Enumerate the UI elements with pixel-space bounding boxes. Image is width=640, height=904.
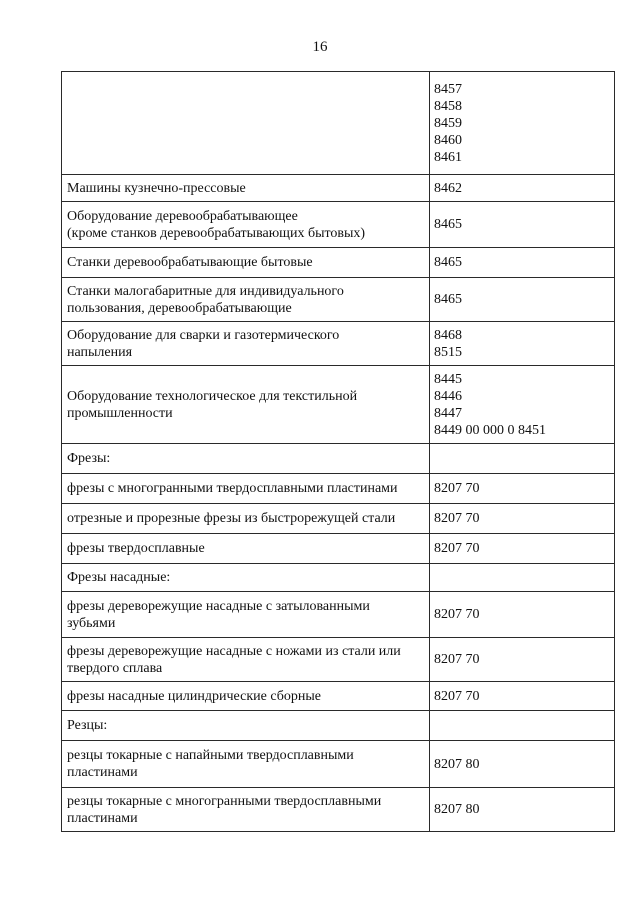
description-cell	[62, 788, 430, 832]
description-text: Оборудование технологическое для текстильной	[67, 388, 358, 404]
description-cell	[62, 175, 430, 202]
code-cell	[430, 202, 615, 248]
code-text: 8465	[434, 217, 462, 232]
table-row	[62, 564, 615, 592]
code-cell	[430, 72, 615, 175]
code-text: 8515	[434, 344, 462, 360]
code-cell	[430, 366, 615, 444]
code-text: 8457	[434, 81, 462, 97]
code-text: 8461	[434, 149, 462, 165]
description-text: пользования, деревообрабатывающие	[67, 300, 292, 316]
description-text: фрезы твердосплавные	[67, 541, 205, 556]
code-text: 8459	[434, 115, 462, 131]
code-text: 8468	[434, 327, 462, 343]
code-cell	[430, 278, 615, 322]
code-text: 8458	[434, 98, 462, 114]
code-cell	[430, 504, 615, 534]
description-text: Станки малогабаритные для индивидуального	[67, 283, 344, 299]
code-cell	[430, 682, 615, 711]
code-cell	[430, 638, 615, 682]
description-text: зубьями	[67, 615, 116, 631]
description-text: Оборудование деревообрабатывающее	[67, 208, 298, 224]
description-cell	[62, 202, 430, 248]
code-text: 8445	[434, 371, 462, 387]
code-cell	[430, 322, 615, 366]
description-text: резцы токарные с многогранными твердосплавными	[67, 793, 382, 809]
code-text: 8449 00 000 0 8451	[434, 422, 546, 438]
code-text: 8465	[434, 255, 462, 270]
table-row	[62, 72, 615, 175]
table-row	[62, 638, 615, 682]
description-text: Машины кузнечно-прессовые	[67, 180, 246, 196]
page-number: 16	[312, 39, 328, 55]
description-cell	[62, 366, 430, 444]
table-row	[62, 788, 615, 832]
description-text: пластинами	[67, 810, 138, 826]
code-cell	[430, 788, 615, 832]
code-text: 8446	[434, 388, 462, 404]
table-row	[62, 592, 615, 638]
description-text: напыления	[67, 344, 133, 360]
description-cell	[62, 711, 430, 741]
code-text: 8207 70	[434, 481, 480, 496]
table-row	[62, 248, 615, 278]
code-cell	[430, 534, 615, 564]
description-text: фрезы насадные цилиндрические сборные	[67, 688, 321, 704]
description-text: Оборудование для сварки и газотермического	[67, 327, 340, 343]
table-body	[62, 72, 615, 832]
table-row	[62, 741, 615, 788]
description-cell	[62, 444, 430, 474]
code-text: 8207 70	[434, 652, 480, 667]
table-row	[62, 682, 615, 711]
description-cell	[62, 278, 430, 322]
description-cell	[62, 564, 430, 592]
table-row	[62, 322, 615, 366]
table-row	[62, 175, 615, 202]
section-heading: Фрезы:	[67, 451, 111, 466]
table-row	[62, 504, 615, 534]
description-cell	[62, 638, 430, 682]
code-text: 8465	[434, 292, 462, 307]
code-cell	[430, 741, 615, 788]
description-cell	[62, 504, 430, 534]
table-row	[62, 278, 615, 322]
description-text: пластинами	[67, 765, 138, 780]
code-text: 8207 70	[434, 688, 480, 704]
code-text: 8447	[434, 405, 462, 421]
code-text: 8462	[434, 180, 462, 196]
description-cell	[62, 682, 430, 711]
table-row	[62, 534, 615, 564]
description-text: резцы токарные с напайными твердосплавными	[67, 748, 354, 763]
description-cell	[62, 72, 430, 175]
code-cell	[430, 592, 615, 638]
code-cell	[430, 474, 615, 504]
code-cell	[430, 248, 615, 278]
description-cell	[62, 534, 430, 564]
description-text: промышленности	[67, 405, 173, 421]
code-cell	[430, 711, 615, 741]
table-row	[62, 366, 615, 444]
description-cell	[62, 592, 430, 638]
code-text: 8207 70	[434, 511, 480, 526]
table-row	[62, 474, 615, 504]
description-text: отрезные и прорезные фрезы из быстрорежущей стали	[67, 511, 396, 526]
description-cell	[62, 741, 430, 788]
description-cell	[62, 248, 430, 278]
description-text: фрезы с многогранными твердосплавными пластинами	[67, 481, 398, 496]
description-cell	[62, 474, 430, 504]
description-text: твердого сплава	[67, 660, 163, 676]
code-text: 8207 80	[434, 802, 480, 817]
code-text: 8460	[434, 132, 462, 148]
classification-table	[61, 71, 615, 832]
code-text: 8207 70	[434, 541, 480, 556]
description-text: Станки деревообрабатывающие бытовые	[67, 255, 313, 270]
section-heading: Фрезы насадные:	[67, 570, 171, 585]
description-text: фрезы дереворежущие насадные с затылованными	[67, 598, 370, 614]
code-text: 8207 80	[434, 756, 480, 772]
section-heading: Резцы:	[67, 718, 108, 733]
code-cell	[430, 444, 615, 474]
description-text: фрезы дереворежущие насадные с ножами из стали или	[67, 643, 401, 659]
code-cell	[430, 175, 615, 202]
table-row	[62, 444, 615, 474]
description-text: (кроме станков деревообрабатывающих бытовых)	[67, 225, 366, 241]
code-cell	[430, 564, 615, 592]
table-row	[62, 202, 615, 248]
description-cell	[62, 322, 430, 366]
table-row	[62, 711, 615, 741]
code-text: 8207 70	[434, 607, 480, 622]
